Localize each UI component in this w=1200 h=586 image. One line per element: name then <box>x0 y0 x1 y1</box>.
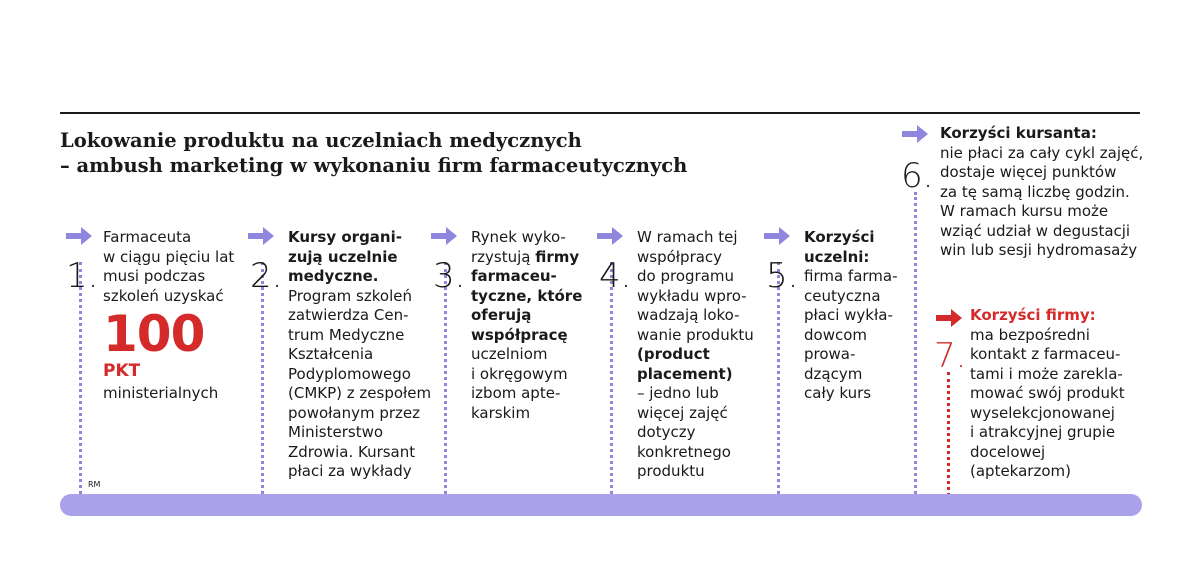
arrow-right-icon <box>248 226 274 246</box>
highlight-value: 100 <box>103 305 205 363</box>
top-rule <box>60 112 1140 114</box>
arrow-right-icon <box>764 226 790 246</box>
connector-7 <box>947 372 950 502</box>
step-1-text: Farmaceuta w ciągu pięciu lat musi podczas szkoleń uzyskać <box>103 228 235 305</box>
step-number-6: 6. <box>901 156 934 196</box>
highlight-unit: PKT <box>103 361 141 381</box>
title-line-1: Lokowanie produktu na uczelniach medycznych <box>60 129 582 152</box>
connector-6 <box>914 192 917 494</box>
arrow-right-icon <box>431 226 457 246</box>
step-2-text: Kursy organi- zują uczelnie medyczne. Program szkoleń zatwierdza Cen- trum Medyczne Kształcenia Podyplomowego (CMKP) z zespołem powołanym przez Ministerstwo Zdrowia. Kursant płaci za wykłady <box>288 228 432 480</box>
step-3-text: Rynek wyko- rzystują firmy farmaceu- tyczne, które oferują współpracę uczelniom i okręgowym izbom apte- karskim <box>471 228 583 422</box>
connector-2 <box>261 262 264 494</box>
step-5-text: Korzyści uczelni: firma farma- ceutyczna płaci wykła- dowcom prowa- dzącym cały kurs <box>804 228 898 402</box>
step-number-2: 2. <box>250 256 283 296</box>
arrow-right-icon <box>597 226 623 246</box>
page-title <box>60 128 880 178</box>
connector-5 <box>777 262 780 494</box>
step-number-3: 3. <box>433 256 466 296</box>
step-1-after: ministerialnych <box>103 384 219 402</box>
connector-3 <box>444 262 447 494</box>
title-line-2: – ambush marketing w wykonaniu firm farmaceutycznych <box>60 154 688 177</box>
credit: RM <box>88 480 101 489</box>
step-number-5: 5. <box>766 256 799 296</box>
step-6-text: Korzyści kursanta: nie płaci za cały cykl zajęć, dostaje więcej punktów za tę samą liczbę godzin. W ramach kursu może wziąć udział w degustacji win lub sesji hydromasaży <box>940 124 1144 259</box>
step-number-7: 7. <box>934 336 967 376</box>
timeline-bar <box>60 494 1142 516</box>
step-number-4: 4. <box>599 256 632 296</box>
step-7-text: Korzyści firmy: ma bezpośredni kontakt z farmaceu- tami i może zarekla- mować swój produkt wyselekcjonowanej i atrakcyjnej grupie docelowej (aptekarzom) <box>970 306 1125 480</box>
step-4-text: W ramach tej współpracy do programu wykładu wpro- wadzają loko- wanie produktu (product placement) – jedno lub więcej zajęć dotyczy konkretnego produktu <box>637 228 754 480</box>
arrow-right-icon <box>66 226 92 246</box>
connector-4 <box>610 262 613 494</box>
step-number-1: 1. <box>66 256 99 296</box>
arrow-right-red-icon <box>936 308 962 328</box>
connector-1 <box>79 262 82 494</box>
arrow-right-icon <box>902 124 928 144</box>
